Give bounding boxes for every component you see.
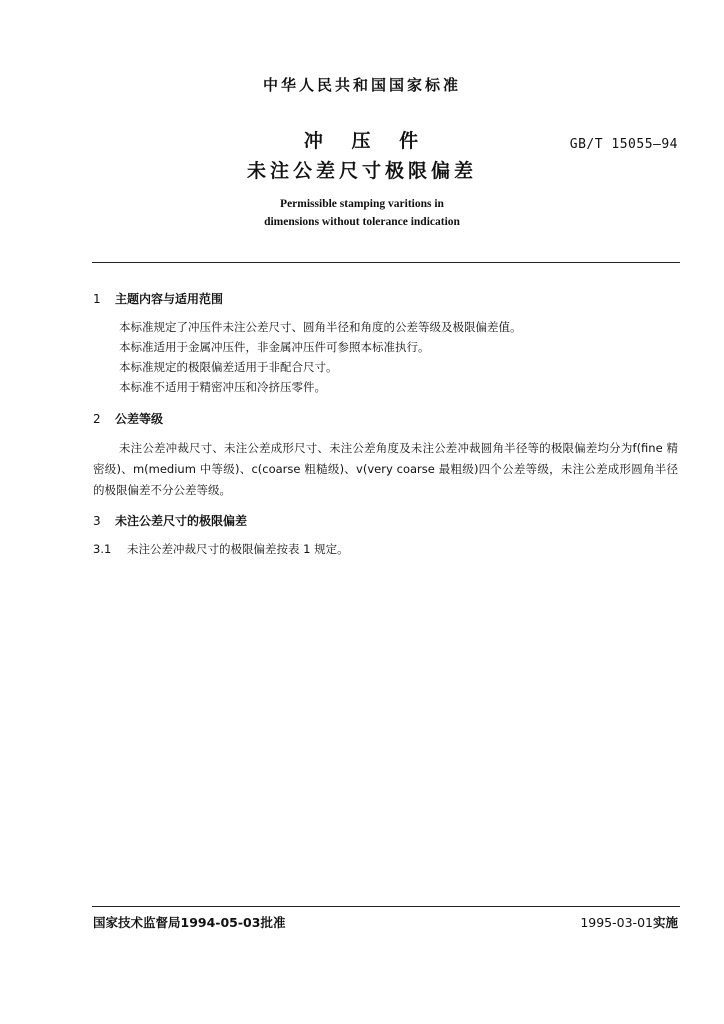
standard-code: GB/T 15055—94	[569, 137, 678, 152]
section-2-heading	[93, 410, 163, 427]
section-3-title: 未注公差尺寸的极限偏差	[115, 514, 248, 528]
section-1-line: 本标准不适用于精密冲压和冷挤压零件。	[119, 380, 326, 394]
english-title-line1: Permissible stamping varitions in	[280, 198, 444, 210]
effective-date: 1995-03-01	[580, 915, 653, 930]
section-1-line: 本标准适用于金属冲压件，非金属冲压件可参照本标准执行。	[119, 340, 430, 354]
section-3-number: 3	[93, 514, 101, 528]
header-divider	[92, 262, 680, 263]
section-1-number: 1	[93, 292, 101, 306]
section-3-heading	[93, 512, 247, 529]
clause-3-1	[93, 540, 349, 558]
effective-label: 实施	[652, 915, 678, 930]
section-1-line: 本标准规定了冲压件未注公差尺寸、圆角半径和角度的公差等级及极限偏差值。	[119, 320, 522, 334]
section-2-number: 2	[93, 412, 101, 426]
section-1-heading	[93, 290, 223, 307]
footer-divider	[92, 906, 680, 907]
document-subtitle: 未注公差尺寸极限偏差	[246, 160, 477, 182]
section-1-line: 本标准规定的极限偏差适用于非配合尺寸。	[119, 360, 338, 374]
clause-3-1-number: 3.1	[93, 542, 112, 556]
section-1-title: 主题内容与适用范围	[115, 292, 224, 306]
clause-3-1-text: 未注公差冲裁尺寸的极限偏差按表 1 规定。	[127, 542, 349, 556]
issuing-organization: 中华人民共和国国家标准	[262, 76, 461, 94]
section-2-paragraph: 未注公差冲裁尺寸、未注公差成形尺寸、未注公差角度及未注公差冲裁圆角半径等的极限偏差均分为f(fine 精密级)、m(medium 中等级)、c(coarse 粗糙级)、v(very coarse 最粗级)四个公差等级，未注公差成形圆角半径的极限偏差不分公差等级。	[93, 441, 678, 497]
document-title: 冲 压 件	[303, 130, 421, 152]
approval-line: 国家技术监督局1994-05-03批准	[93, 915, 286, 930]
effective-line	[580, 913, 678, 931]
section-2-title: 公差等级	[115, 412, 164, 426]
english-title-line2: dimensions without tolerance indication	[264, 216, 460, 228]
